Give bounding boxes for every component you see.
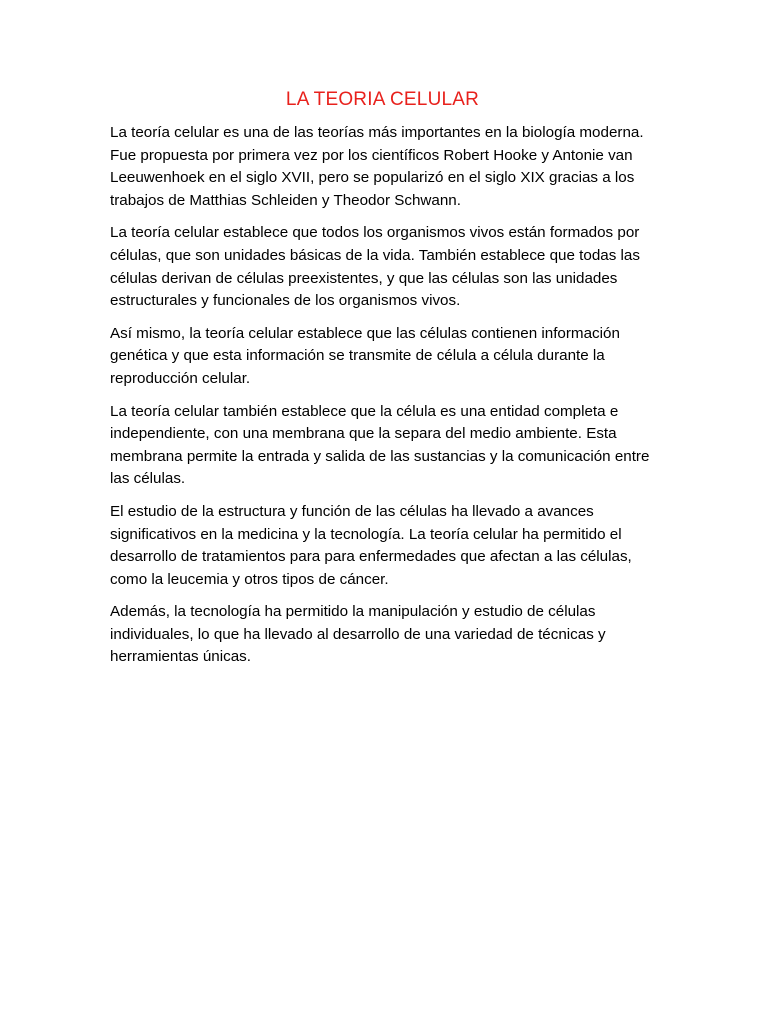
paragraph-4: La teoría celular también establece que la célula es una entidad completa e independiente, con una membrana que la separa del medio ambiente. Esta membrana permite la entrada y salida de las sustancias y la comunicación entre las células. [110,402,650,488]
paragraph-1: La teoría celular es una de las teorías más importantes en la biología moderna. Fue propuesta por primera vez por los científicos Robert Hooke y Antonie van Leeuwenhoek en el siglo XVII, pero se popularizó en el siglo XIX gracias a los trabajos de Matthias Schleiden y Theodor Schwann. [110,124,644,209]
paragraph-5: El estudio de la estructura y función de las células ha llevado a avances significativos en la medicina y la tecnología. La teoría celular ha permitido el desarrollo de tratamientos para para enfermedades que afectan a las células, como la leucemia y otros tipos de cáncer. [110,502,632,588]
paragraph-6: Además, la tecnología ha permitido la manipulación y estudio de células individuales, lo que ha llevado al desarrollo de una variedad de técnicas y herramientas únicas. [110,603,606,666]
paragraph-2: La teoría celular establece que todos los organismos vivos están formados por células, que son unidades básicas de la vida. También establece que todas las células derivan de células preexistentes, y que las células son las unidades estructurales y funcionales de los organismos vivos. [110,224,640,310]
document-title: LA TEORIA CELULAR [285,89,480,110]
paragraph-3: Así mismo, la teoría celular establece que las células contienen información genética y que esta información se transmite de célula a célula durante la reproducción celular. [110,324,620,387]
document-body [110,88,655,679]
